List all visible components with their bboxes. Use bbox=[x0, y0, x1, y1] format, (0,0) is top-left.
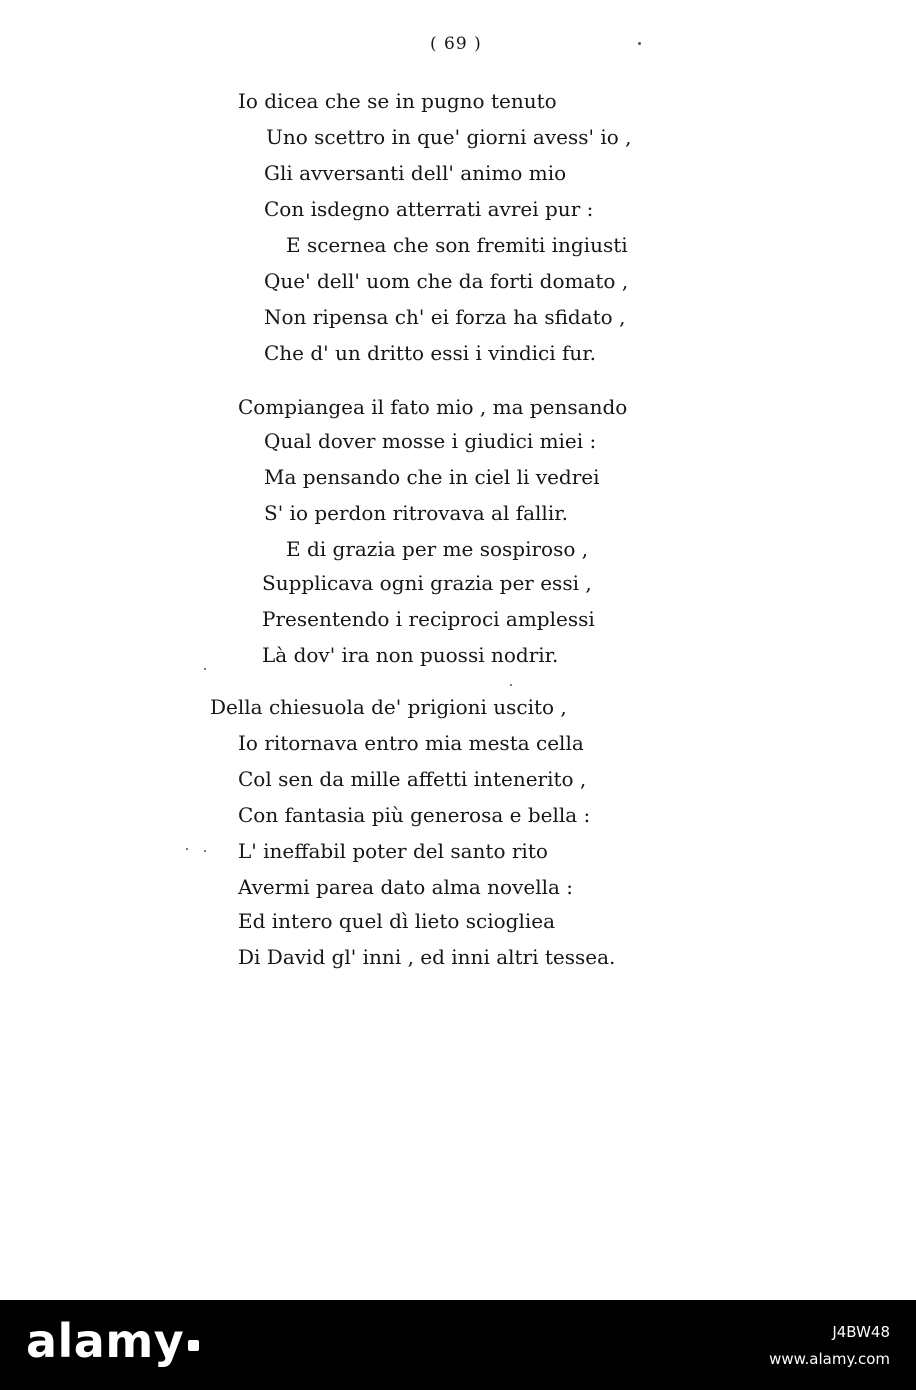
verse-line: Col sen da mille affetti intenerito , bbox=[238, 767, 587, 791]
verse-line: S' io perdon ritrovava al fallir. bbox=[264, 501, 568, 525]
logo-square-icon bbox=[188, 1340, 199, 1351]
print-speck bbox=[204, 668, 206, 670]
verse-line: Io dicea che se in pugno tenuto bbox=[238, 89, 557, 113]
verse-line: Supplicava ogni grazia per essi , bbox=[262, 571, 592, 595]
page-number: ( 69 ) bbox=[430, 34, 482, 54]
print-speck bbox=[638, 42, 641, 45]
verse-line: E di grazia per me sospiroso , bbox=[286, 537, 589, 561]
brand-name: alamy bbox=[26, 1314, 185, 1368]
image-id: J4BW48 bbox=[832, 1323, 890, 1341]
verse-line: Ed intero quel dì lieto sciogliea bbox=[238, 909, 556, 933]
verse-line: Io ritornava entro mia mesta cella bbox=[238, 731, 584, 755]
verse-line: Con isdegno atterrati avrei pur : bbox=[264, 197, 594, 221]
verse-line: Non ripensa ch' ei forza ha sfidato , bbox=[264, 305, 626, 329]
verse-line: L' ineffabil poter del santo rito bbox=[238, 839, 548, 863]
brand-logo bbox=[26, 1314, 199, 1368]
watermark-banner bbox=[0, 1300, 916, 1390]
verse-line: E scernea che son fremiti ingiusti bbox=[286, 233, 628, 257]
verse-line: Che d' un dritto essi i vindici fur. bbox=[264, 341, 596, 365]
verse-line: Presentendo i reciproci amplessi bbox=[262, 607, 595, 631]
verse-line: Avermi parea dato alma novella : bbox=[238, 875, 574, 899]
verse-line: Con fantasia più generosa e bella : bbox=[238, 803, 591, 827]
verse-line: Compiangea il fato mio , ma pensando bbox=[238, 395, 628, 419]
verse-line: Gli avversanti dell' animo mio bbox=[264, 161, 567, 185]
verse-line: Di David gl' inni , ed inni altri tessea. bbox=[238, 945, 616, 969]
site-url: www.alamy.com bbox=[769, 1350, 890, 1368]
verse-line: Uno scettro in que' giorni avess' io , bbox=[266, 125, 632, 149]
print-speck bbox=[204, 850, 206, 852]
verse-line: Là dov' ira non puossi nodrir. bbox=[262, 643, 559, 667]
print-speck bbox=[510, 684, 512, 686]
verse-line: Que' dell' uom che da forti domato , bbox=[264, 269, 629, 293]
verse-line: Qual dover mosse i giudici miei : bbox=[264, 429, 597, 453]
verse-line: Ma pensando che in ciel li vedrei bbox=[264, 465, 600, 489]
verse-line: Della chiesuola de' prigioni uscito , bbox=[210, 695, 567, 719]
print-speck bbox=[186, 848, 188, 850]
